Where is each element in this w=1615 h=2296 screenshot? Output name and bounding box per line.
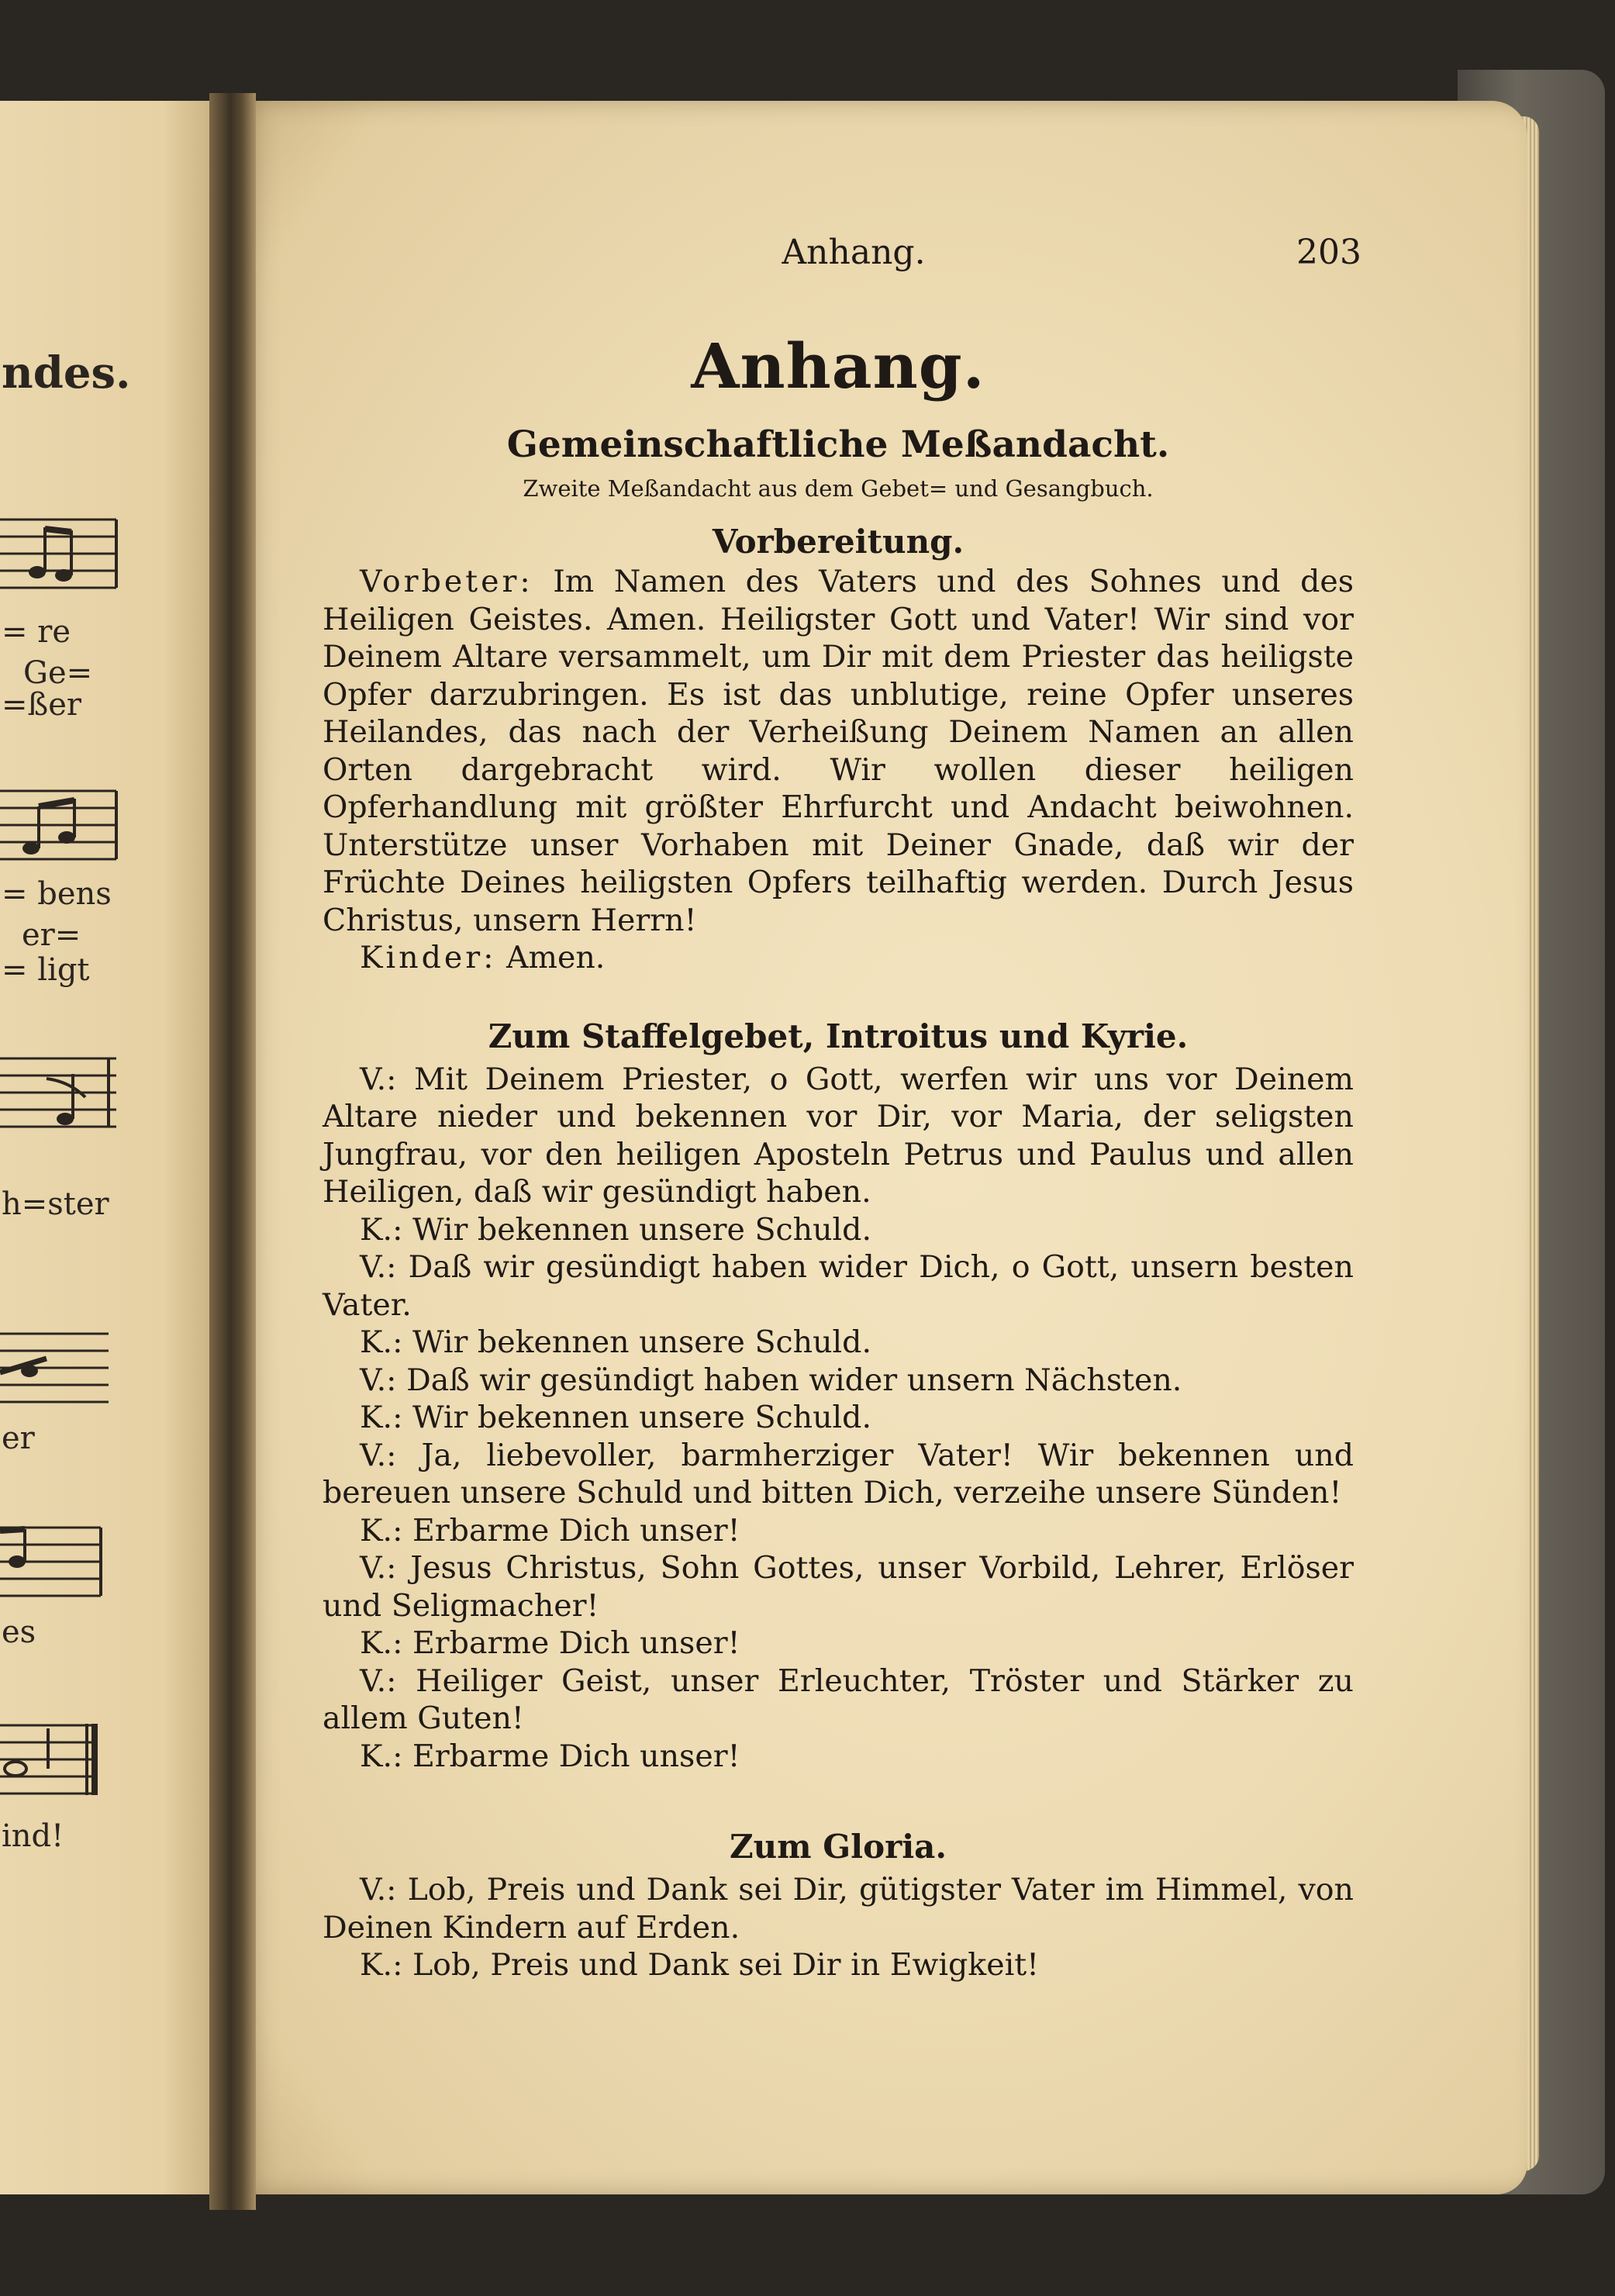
left-fragment: = re bbox=[2, 614, 71, 650]
speaker-label: K.: bbox=[360, 1738, 403, 1774]
speaker-label: K.: bbox=[360, 1211, 403, 1248]
prayer-paragraph bbox=[323, 1946, 1354, 1984]
speaker-label: K.: bbox=[360, 1512, 403, 1549]
prayer-text: Amen. bbox=[506, 940, 606, 975]
page-number: 203 bbox=[1296, 233, 1361, 272]
left-fragment: = bens bbox=[2, 876, 112, 912]
music-staff bbox=[0, 1718, 124, 1803]
page-title: Anhang. bbox=[691, 330, 985, 402]
prayer-text: Daß wir gesündigt haben wider Dich, o Gott, unsern besten Vater. bbox=[323, 1249, 1354, 1323]
left-fragment: = ligt bbox=[2, 952, 90, 988]
prayer-paragraph bbox=[323, 1871, 1354, 1946]
left-fragment: es bbox=[2, 1614, 36, 1650]
left-fragment: ind! bbox=[2, 1818, 64, 1854]
speaker-label: V.: bbox=[360, 1872, 397, 1908]
music-staff bbox=[0, 512, 124, 597]
prayer-text: Jesus Christus, Sohn Gottes, unser Vorbild, Lehrer, Erlöser und Seligmacher! bbox=[323, 1550, 1354, 1624]
music-staff bbox=[0, 1326, 124, 1411]
page-content bbox=[323, 233, 1361, 1984]
prayer-text: Daß wir gesündigt haben wider unsern Nächsten. bbox=[406, 1362, 1182, 1398]
prayer-paragraph bbox=[323, 563, 1354, 939]
source-note: Zweite Meßandacht aus dem Gebet= und Gesangbuch. bbox=[523, 475, 1154, 502]
running-head-title: Anhang. bbox=[782, 233, 926, 272]
speaker-label: Vorbeter: bbox=[360, 564, 533, 599]
left-page-fragments bbox=[0, 0, 233, 2296]
left-fragment: er bbox=[2, 1421, 35, 1456]
page-subtitle: Gemeinschaftliche Meßandacht. bbox=[506, 423, 1170, 466]
prayer-text: Lob, Preis und Dank sei Dir, gütigster Vater im Himmel, von Deinen Kindern auf Erden. bbox=[323, 1872, 1354, 1946]
speaker-label: K.: bbox=[360, 1324, 403, 1360]
prayer-text: Wir bekennen unsere Schuld. bbox=[412, 1324, 872, 1360]
prayer-text: Im Namen des Vaters und des Sohnes und des Heiligen Geistes. Amen. Heiligster Gott und Vater! Wir sind vor Deinem Altare versammelt, um Dir mit dem Priester das heiligste Opfer darzubringen. Es ist das unblutige, reine Opfer unseres Heilandes, das nach der Verheißung Deinem Namen an allen Orten dargebracht wird. Wir wollen dieser heiligen Opferhandlung mit größter Ehrfurcht und Andacht beiwohnen. Unterstütze unser Vorhaben mit Deiner Gnade, daß wir der Früchte Deines heiligsten Opfers teilhaftig werden. Durch Jesus Christus, unsern Herrn! bbox=[323, 564, 1354, 938]
section-heading: Vorbereitung. bbox=[712, 523, 965, 561]
prayer-paragraph bbox=[323, 1624, 1354, 1662]
speaker-label: K.: bbox=[360, 1947, 403, 1983]
prayer-text: Ja, liebevoller, barmherziger Vater! Wir bekennen und bereuen unsere Schuld und bitten Dich, verzeihe unsere Sünden! bbox=[323, 1437, 1354, 1511]
left-fragment: er= bbox=[22, 917, 81, 953]
left-fragment: =ßer bbox=[2, 687, 82, 723]
prayer-paragraph bbox=[323, 1662, 1354, 1738]
prayer-text: Erbarme Dich unser! bbox=[412, 1738, 740, 1774]
speaker-label: K.: bbox=[360, 1625, 403, 1661]
prayer-paragraph bbox=[323, 1324, 1354, 1362]
prayer-text: Erbarme Dich unser! bbox=[412, 1512, 740, 1549]
speaker-label: V.: bbox=[360, 1249, 397, 1285]
speaker-label: V.: bbox=[360, 1662, 397, 1699]
prayer-paragraph bbox=[323, 1362, 1354, 1400]
prayer-text: Heiliger Geist, unser Erleuchter, Tröster und Stärker zu allem Guten! bbox=[323, 1662, 1354, 1736]
prayer-paragraph bbox=[323, 1399, 1354, 1437]
left-fragment: ndes. bbox=[2, 347, 131, 399]
prayer-paragraph bbox=[323, 1211, 1354, 1249]
prayer-paragraph bbox=[323, 939, 1354, 977]
prayer-text: Mit Deinem Priester, o Gott, werfen wir uns vor Deinem Altare nieder und bekennen vor Dir, vor Maria, der seligsten Jungfrau, vor den heiligen Aposteln Petrus und Paulus und allen Heiligen, daß wir gesündigt haben. bbox=[323, 1061, 1354, 1210]
prayer-paragraph bbox=[323, 1061, 1354, 1211]
section-heading: Zum Gloria. bbox=[729, 1828, 947, 1866]
speaker-label: V.: bbox=[360, 1061, 397, 1097]
left-fragment: h=ster bbox=[2, 1186, 109, 1222]
prayer-paragraph bbox=[323, 1248, 1354, 1324]
prayer-text: Lob, Preis und Dank sei Dir in Ewigkeit! bbox=[412, 1947, 1039, 1983]
prayer-paragraph bbox=[323, 1738, 1354, 1776]
running-head bbox=[323, 233, 1361, 287]
left-fragment: Ge= bbox=[23, 655, 93, 691]
speaker-label: Kinder: bbox=[360, 940, 497, 975]
prayer-text: Erbarme Dich unser! bbox=[412, 1625, 740, 1661]
music-staff bbox=[0, 783, 124, 868]
section-heading: Zum Staffelgebet, Introitus und Kyrie. bbox=[488, 1017, 1189, 1055]
music-staff bbox=[0, 1520, 124, 1605]
prayer-paragraph bbox=[323, 1549, 1354, 1624]
speaker-label: V.: bbox=[360, 1437, 397, 1473]
prayer-paragraph bbox=[323, 1437, 1354, 1512]
speaker-label: K.: bbox=[360, 1400, 403, 1435]
speaker-label: V.: bbox=[360, 1550, 397, 1586]
prayer-text: Wir bekennen unsere Schuld. bbox=[412, 1211, 872, 1248]
music-staff bbox=[0, 1051, 124, 1136]
prayer-paragraph bbox=[323, 1512, 1354, 1550]
speaker-label: V.: bbox=[360, 1362, 397, 1398]
prayer-text: Wir bekennen unsere Schuld. bbox=[412, 1400, 872, 1435]
